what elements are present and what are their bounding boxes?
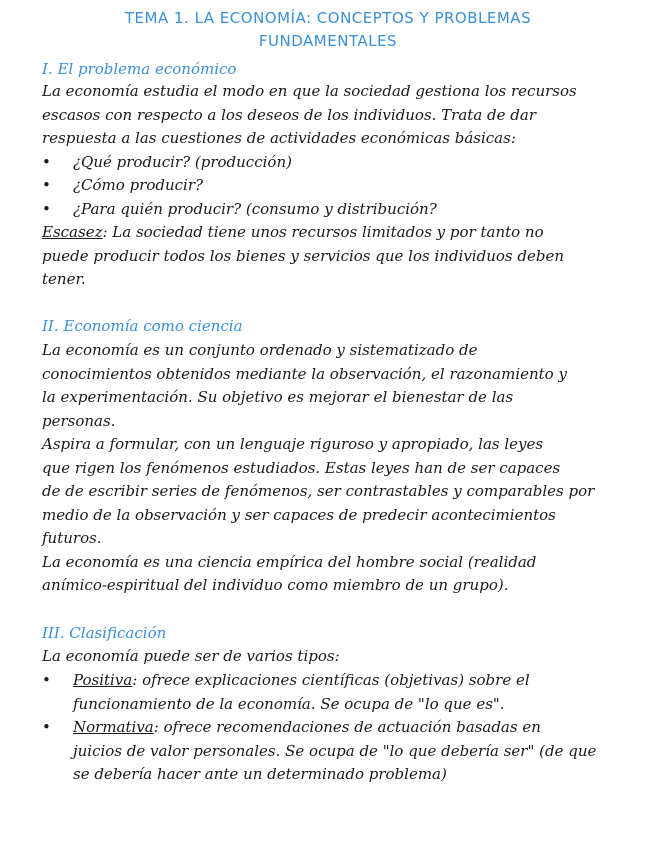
text-line: medio de la observación y ser capaces de predecir acontecimientos bbox=[42, 505, 556, 524]
text-fragment: : ofrece explicaciones científicas (objetivas) sobre el bbox=[132, 671, 530, 689]
text-line: la experimentación. Su objetivo es mejorar el bienestar de las bbox=[42, 388, 514, 406]
text-line: futuros. bbox=[42, 529, 102, 547]
list-item bbox=[42, 198, 617, 222]
text-line: La economía estudia el modo en que la sociedad gestiona los recursos bbox=[42, 82, 577, 100]
list-item-text: juicios de valor personales. Se ocupa de "lo que debería ser" (de que bbox=[73, 741, 597, 760]
text-line: anímico-espiritual del individuo como miembro de un grupo). bbox=[42, 576, 509, 594]
term-positiva: Positiva bbox=[73, 671, 133, 689]
list-item-text: ¿Cómo producir? bbox=[73, 176, 204, 194]
bullet-icon: • bbox=[42, 153, 51, 171]
section-1-heading: I. El problema económico bbox=[42, 60, 237, 78]
section-2-paragraph bbox=[42, 339, 617, 598]
text-line: La economía es una ciencia empírica del hombre social (realidad bbox=[42, 552, 537, 571]
list-item-text: ¿Para quién producir? (consumo y distribución? bbox=[73, 200, 437, 218]
list-item-text: ¿Qué producir? (producción) bbox=[73, 153, 292, 171]
title-line-2: FUNDAMENTALES bbox=[258, 32, 398, 50]
text-line: puede producir todos los bienes y servicios que los individuos deben bbox=[42, 246, 564, 265]
bullet-icon: • bbox=[42, 671, 51, 689]
scarcity-term: Escasez bbox=[42, 223, 103, 241]
list-item-text bbox=[73, 669, 617, 693]
section-2-heading: II. Economía como ciencia bbox=[42, 317, 243, 335]
section-1-paragraph bbox=[42, 80, 617, 151]
list-item-text bbox=[73, 716, 617, 740]
text-fragment: : ofrece recomendaciones de actuación basadas en bbox=[153, 718, 541, 736]
bullet-icon: • bbox=[42, 718, 51, 736]
bullet-icon: • bbox=[42, 200, 51, 218]
list-item-text: funcionamiento de la economía. Se ocupa de "lo que es". bbox=[73, 694, 505, 713]
list-item-normativa bbox=[42, 716, 617, 787]
text-line bbox=[42, 221, 617, 245]
scarcity-text: : La sociedad tiene unos recursos limitados y por tanto no bbox=[102, 223, 544, 241]
section-3-heading: III. Clasificación bbox=[42, 624, 167, 642]
text-line: personas. bbox=[42, 411, 116, 430]
text-line: escasos con respecto a los deseos de los individuos. Trata de dar bbox=[42, 105, 536, 124]
text-line: que rigen los fenómenos estudiados. Estas leyes han de ser capaces bbox=[42, 458, 561, 477]
title-line-1: TEMA 1. LA ECONOMÍA: CONCEPTOS Y PROBLEMAS bbox=[124, 9, 532, 27]
term-normativa: Normativa bbox=[73, 718, 154, 736]
scarcity-paragraph bbox=[42, 221, 617, 292]
text-line: La economía es un conjunto ordenado y sistematizado de bbox=[42, 341, 478, 359]
list-item bbox=[42, 151, 617, 175]
list-item bbox=[42, 174, 617, 198]
section-3-intro: La economía puede ser de varios tipos: bbox=[42, 647, 340, 665]
text-line: de de escribir series de fenómenos, ser contrastables y comparables por bbox=[42, 482, 595, 500]
bullet-icon: • bbox=[42, 176, 51, 194]
text-line: conocimientos obtenidos mediante la observación, el razonamiento y bbox=[42, 364, 567, 383]
text-line: respuesta a las cuestiones de actividades económicas básicas: bbox=[42, 129, 516, 147]
text-line: Aspira a formular, con un lenguaje riguroso y apropiado, las leyes bbox=[42, 435, 544, 453]
list-item-positiva bbox=[42, 669, 617, 716]
list-item-text: se debería hacer ante un determinado problema) bbox=[73, 765, 447, 783]
page-title bbox=[40, 7, 616, 53]
text-line: tener. bbox=[42, 270, 86, 288]
